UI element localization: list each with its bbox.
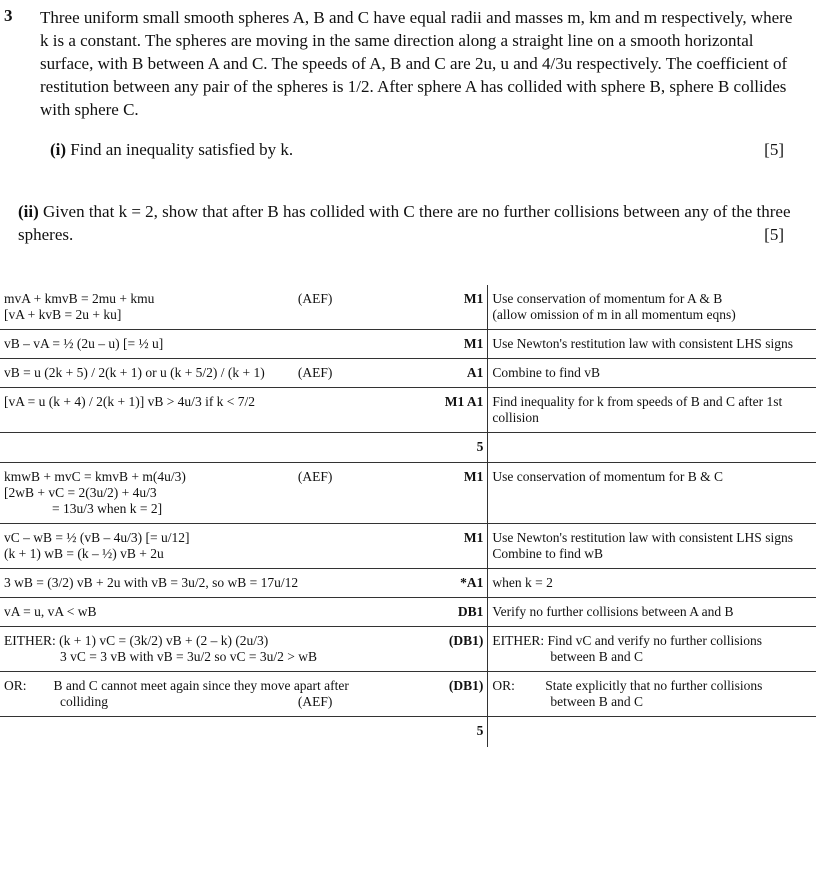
part-ii-marks: [5] xyxy=(764,225,784,244)
working-line: vB = u (2k + 5) / 2(k + 1) or u (k + 5/2) / (k + 1) xyxy=(4,365,265,380)
working-line: vC – wB = ½ (vB – 4u/3) [= u/12] xyxy=(4,530,190,545)
scheme-row xyxy=(0,359,816,388)
working-line: mvA + kmvB = 2mu + kmu xyxy=(4,291,155,306)
working-cell: [vA = u (k + 4) / 2(k + 1)] vB > 4u/3 if k < 7/2 xyxy=(4,394,256,409)
scheme-row xyxy=(0,598,816,627)
scheme-row xyxy=(0,627,816,672)
scheme-row xyxy=(0,569,816,598)
mark-cell: *A1 xyxy=(412,569,488,598)
scheme-row xyxy=(0,672,816,717)
mark-cell: A1 xyxy=(412,359,488,388)
working-line: kmwB + mvC = kmvB + m(4u/3) xyxy=(4,469,186,484)
working-line: OR: xyxy=(4,678,27,693)
aef-note: (AEF) xyxy=(297,469,333,484)
scheme-row xyxy=(0,330,816,359)
guidance-cell: Use Newton's restitution law with consistent LHS signs xyxy=(492,336,793,351)
working-cell: 3 wB = (3/2) vB + 2u with vB = 3u/2, so wB = 17u/12 xyxy=(4,575,299,590)
part-i xyxy=(50,138,800,161)
working-line: = 13u/3 when k = 2] xyxy=(52,501,163,516)
working-line: EITHER: (k + 1) vC = (3k/2) vB + (2 – k) (2u/3) xyxy=(4,633,269,648)
question-number: 3 xyxy=(4,6,13,25)
working-cell xyxy=(0,524,412,569)
working-cell xyxy=(0,627,412,672)
guidance-line: State explicitly that no further collisions xyxy=(545,678,763,693)
working-cell: vB – vA = ½ (2u – u) [= ½ u] xyxy=(4,336,164,351)
subtotal-mark: 5 xyxy=(412,433,488,463)
mark-cell: M1 xyxy=(412,285,488,330)
working-line: colliding xyxy=(60,694,108,709)
guidance-line: OR: xyxy=(492,678,515,693)
mark-scheme-table xyxy=(0,285,816,747)
subtotal-row xyxy=(0,717,816,747)
guidance-cell: Use conservation of momentum for B & C xyxy=(492,469,723,484)
guidance-line: (allow omission of m in all momentum eqns) xyxy=(492,307,736,322)
working-line: [2wB + vC = 2(3u/2) + 4u/3 xyxy=(4,485,157,500)
part-i-marks: [5] xyxy=(764,140,784,159)
working-line: 3 vC = 3 vB with vB = 3u/2 so vC = 3u/2 > wB xyxy=(60,649,317,664)
guidance-line: Use conservation of momentum for A & B xyxy=(492,291,723,306)
scheme-row xyxy=(0,463,816,524)
guidance-line: EITHER: Find vC and verify no further collisions xyxy=(492,633,762,648)
guidance-line: Combine to find wB xyxy=(492,546,604,561)
part-i-text: Find an inequality satisfied by k. xyxy=(70,140,294,159)
guidance-cell xyxy=(488,285,816,330)
mark-cell: M1 A1 xyxy=(412,388,488,433)
mark-cell: (DB1) xyxy=(412,672,488,717)
guidance-cell xyxy=(488,524,816,569)
working-cell xyxy=(0,285,412,330)
scheme-row xyxy=(0,285,816,330)
guidance-cell xyxy=(488,672,816,717)
guidance-cell: Verify no further collisions between A and B xyxy=(492,604,734,619)
question-text: Three uniform small smooth spheres A, B and C have equal radii and masses m, km and m respectively, where k is a constant. The spheres are moving in the same direction along a straight line on a smooth horizontal surface, with B between A and C. The speeds of A, B and C are 2u, u and 4/3u respectively. The coefficient of restitution between any pair of the spheres is 1/2. After sphere A has collided with sphere B, sphere B collides with sphere C. xyxy=(40,8,793,119)
scheme-row xyxy=(0,524,816,569)
mark-cell: M1 xyxy=(412,463,488,524)
part-ii xyxy=(18,200,800,246)
part-ii-text: Given that k = 2, show that after B has collided with C there are no further collisions between any of the three spheres. xyxy=(18,202,791,244)
guidance-cell xyxy=(488,627,816,672)
aef-note: (AEF) xyxy=(297,291,333,306)
guidance-line: collision xyxy=(492,410,539,425)
guidance-cell xyxy=(488,388,816,433)
guidance-line: between B and C xyxy=(550,649,644,664)
aef-note: (AEF) xyxy=(297,694,333,709)
subtotal-row xyxy=(0,433,816,463)
subtotal-mark: 5 xyxy=(412,717,488,747)
guidance-line: between B and C xyxy=(550,694,644,709)
working-cell xyxy=(0,463,412,524)
mark-cell: (DB1) xyxy=(412,627,488,672)
part-ii-label: (ii) xyxy=(18,202,39,221)
working-line: B and C cannot meet again since they move apart after xyxy=(53,678,349,693)
scheme-row xyxy=(0,388,816,433)
guidance-line: Find inequality for k from speeds of B and C after 1st xyxy=(492,394,783,409)
mark-cell: M1 xyxy=(412,330,488,359)
working-line: [vA + kvB = 2u + ku] xyxy=(4,307,122,322)
mark-cell: DB1 xyxy=(412,598,488,627)
working-cell xyxy=(0,359,412,388)
guidance-cell: when k = 2 xyxy=(492,575,553,590)
mark-cell: M1 xyxy=(412,524,488,569)
working-line: (k + 1) wB = (k – ½) vB + 2u xyxy=(4,546,164,561)
working-cell xyxy=(0,672,412,717)
working-cell: vA = u, vA < wB xyxy=(4,604,97,619)
guidance-cell: Combine to find vB xyxy=(492,365,601,380)
aef-note: (AEF) xyxy=(297,365,333,380)
guidance-line: Use Newton's restitution law with consistent LHS signs xyxy=(492,530,793,545)
part-i-label: (i) xyxy=(50,140,67,159)
